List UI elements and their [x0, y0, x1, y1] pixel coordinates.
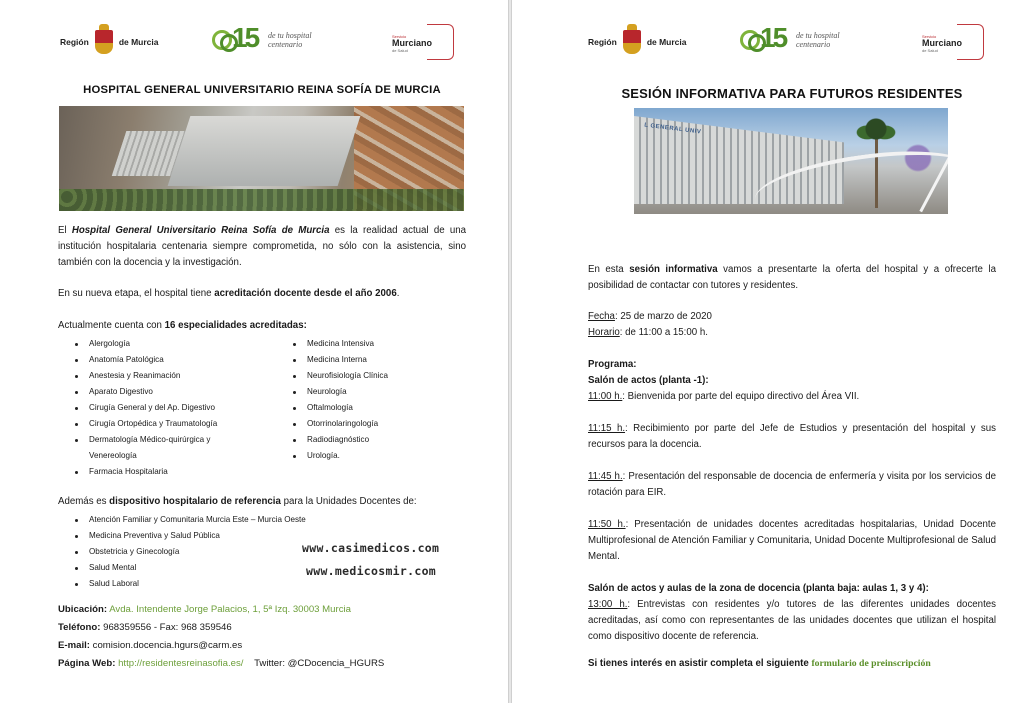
email-link[interactable]: comision.docencia.hgurs@carm.es — [92, 640, 243, 651]
specialties-heading: Actualmente cuenta con 16 especialidades acreditadas: — [58, 320, 307, 331]
date-line: Fecha: 25 de marzo de 2020 — [588, 311, 712, 322]
list-item: Neurología — [276, 384, 466, 400]
list-item: Salud Mental — [58, 560, 466, 576]
list-item: Cirugía General y del Ap. Digestivo — [58, 400, 268, 416]
region-logo-text-part: Región — [588, 37, 617, 47]
list-item: Obstetricia y Ginecología — [58, 544, 466, 560]
program-item-4: 11:50 h.: Presentación de unidades docentes acreditadas hospitalarias, Unidad Docente Multiprofesional de Atención Familiar y Comunitaria, Unidad Docente Multiprofesional de Salud Mental. — [588, 519, 996, 562]
session-title: SESIÓN INFORMATIVA PARA FUTUROS RESIDENTES — [621, 86, 963, 101]
anniversary-tagline: centenario — [268, 40, 303, 49]
reference-paragraph: Además es dispositivo hospitalario de referencia para la Unidades Docentes de: — [58, 496, 417, 507]
list-item: Aparato Digestivo — [58, 384, 268, 400]
twitter-handle[interactable]: Twitter: @CDocencia_HGURS — [254, 658, 385, 669]
region-logo-text-part: de Murcia — [646, 37, 687, 47]
logo-bar: Región de Murcia 15 de tu hospital centenario Servicio Murciano de Salud — [60, 22, 454, 72]
crest-icon — [623, 30, 641, 54]
anniversary-15-logo: 15 de tu hospital centenario — [740, 26, 840, 54]
phone-line: Teléfono: 968359556 - Fax: 968 359546 — [58, 622, 232, 633]
location-line: Ubicación: Avda. Intendente Jorge Palacios, 1, 5ª Izq. 30003 Murcia — [58, 604, 351, 615]
page-title: HOSPITAL GENERAL UNIVERSITARIO REINA SOFÍA DE MURCIA — [83, 84, 441, 96]
session-intro: En esta sesión informativa vamos a presentarte la oferta del hospital y a ofrecerte la posibilidad de contactar con tutores y residentes. — [588, 264, 996, 291]
anniversary-15-logo — [212, 22, 312, 54]
program-item-2: 11:15 h.: Recibimiento por parte del Jefe de Estudios y presentación del hospital y sus recursos para la docencia. — [588, 423, 997, 450]
hospital-aerial-photo — [59, 106, 464, 211]
program-item-3: 11:45 h.: Presentación del responsable de docencia de enfermería y visita por los servicios de rotación para EIR. — [588, 471, 996, 498]
anniversary-15-icon: 15 — [212, 26, 262, 54]
preinscription-form-link[interactable]: formulario de preinscripción — [811, 658, 931, 669]
salon-heading: Salón de actos (planta -1): — [588, 375, 709, 386]
website-link[interactable]: http://residentesreinasofia.es/ — [118, 658, 244, 669]
list-item: Salud Laboral — [58, 576, 466, 592]
time-line: Horario: de 11:00 a 15:00 h. — [588, 327, 708, 338]
crest-icon — [95, 30, 113, 54]
logo-bar: Región de Murcia 15 de tu hospital centenario Servicio Murciano de Salud — [588, 22, 988, 72]
list-item: Alergología — [58, 336, 268, 352]
program-item-1: 11:00 h.: Bienvenida por parte del equipo directivo del Área VII. — [588, 391, 860, 402]
list-item: Dermatología Médico-quirúrgica y — [58, 432, 268, 448]
list-item: Atención Familiar y Comunitaria Murcia Este – Murcia Oeste — [58, 512, 466, 528]
region-murcia-logo — [60, 30, 159, 54]
program-heading: Programa: — [588, 359, 637, 370]
watermark-casimedicos: www.casimedicos.com — [302, 541, 440, 555]
anniversary-tagline: de tu hospital — [268, 31, 312, 40]
email-line: E-mail: comision.docencia.hgurs@carm.es — [58, 640, 243, 651]
watermark-medicosmir: www.medicosmir.com — [306, 564, 437, 578]
list-item: Radiodiagnóstico — [276, 432, 466, 448]
page-right — [512, 0, 1024, 703]
region-murcia-logo — [588, 30, 687, 54]
contact-block — [58, 601, 466, 673]
list-item: Medicina Intensiva — [276, 336, 466, 352]
closing-line: Si tienes interés en asistir completa el siguiente formulario de preinscripción — [588, 658, 931, 669]
specialties-list-2 — [276, 336, 466, 464]
hospital-facade-photo: L GENERAL UNIV — [634, 108, 948, 214]
salon2-heading: Salón de actos y aulas de la zona de docencia (planta baja: aulas 1, 3 y 4): — [588, 583, 929, 594]
intro-paragraph: El Hospital General Universitario Reina Sofía de Murcia es la realidad actual de una institución hospitalaria centenaria siempre comprometida, no sólo con la asistencia, sino también con la docencia y la investigación. — [58, 225, 467, 268]
accreditation-paragraph: En su nueva etapa, el hospital tiene acreditación docente desde el año 2006. — [58, 288, 400, 299]
list-item: Anestesia y Reanimación — [58, 368, 268, 384]
list-item: Medicina Preventiva y Salud Pública — [58, 528, 466, 544]
list-item: Farmacia Hospitalaria — [58, 464, 268, 480]
program-item-5: 13:00 h.: Entrevistas con residentes y/o tutores de las diferentes unidades docentes acreditadas, así como con representantes de las unidades docentes que utilizan el hospital como dispositivo docente de referencia. — [588, 599, 996, 642]
list-item: Oftalmología — [276, 400, 466, 416]
list-item: Anatomía Patológica — [58, 352, 268, 368]
region-logo-text-part: de Murcia — [118, 37, 159, 47]
list-item: Urología. — [276, 448, 466, 464]
specialties-list-1 — [58, 336, 268, 480]
list-item: Neurofisiología Clínica — [276, 368, 466, 384]
web-line: Página Web: http://residentesreinasofia.es/ Twitter: @CDocencia_HGURS — [58, 658, 385, 669]
page-left — [0, 0, 508, 703]
anniversary-15-icon: 15 — [740, 26, 790, 54]
list-item: Cirugía Ortopédica y Traumatología — [58, 416, 268, 432]
region-logo-text-part: Región — [60, 37, 89, 47]
list-item: Venereología — [89, 451, 137, 460]
list-item: Medicina Interna — [276, 352, 466, 368]
list-item: Otorrinolaringología — [276, 416, 466, 432]
